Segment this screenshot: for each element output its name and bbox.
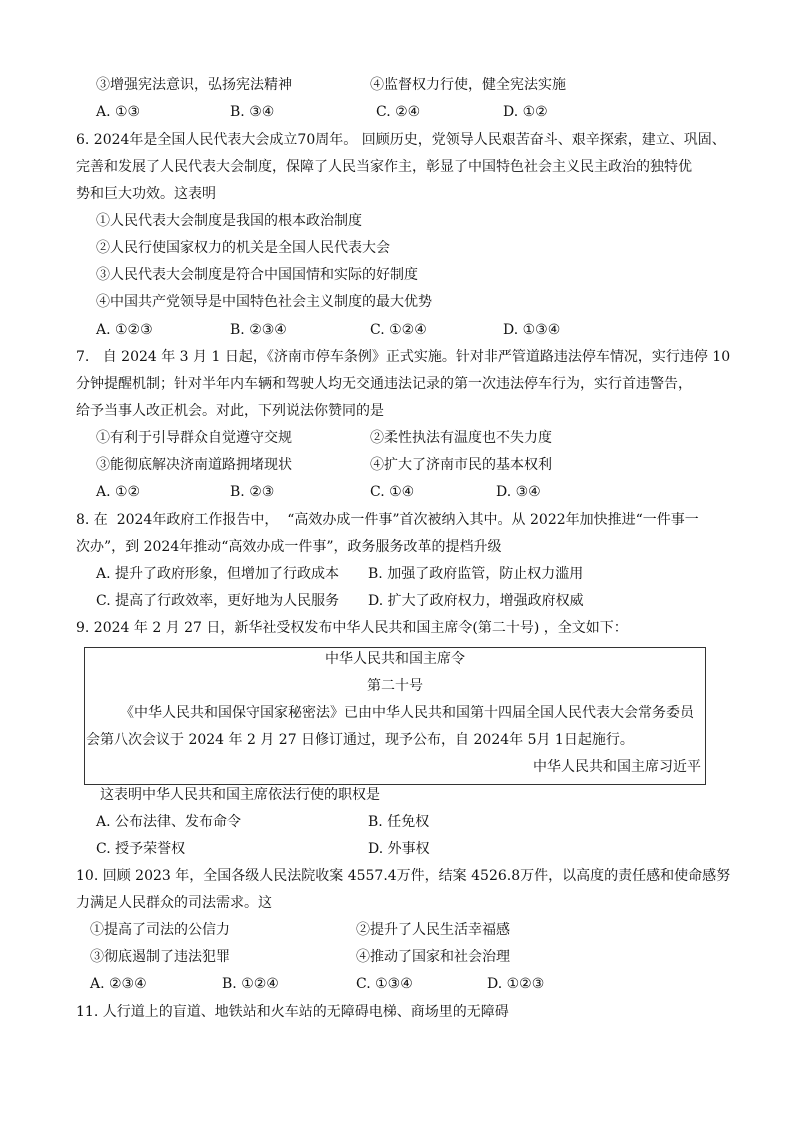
q10-choice-c: C. ①③④ xyxy=(356,976,413,992)
decree-title: 中华人民共和国主席令 xyxy=(325,651,465,667)
q7-choice-c: C. ①④ xyxy=(370,484,415,500)
q6-stem-line: 势和巨大功效。这表明 xyxy=(76,186,216,202)
q11-stem-line: 11. 人行道上的盲道、地铁站和火车站的无障碍电梯、商场里的无障碍 xyxy=(76,1004,509,1020)
q7-option-2: ②柔性执法有温度也不失力度 xyxy=(370,430,552,446)
q8-choice-b: B. 加强了政府监管，防止权力滥用 xyxy=(368,566,584,582)
q6-stem-line: 6. 2024年是全国人民代表大会成立70周年。 回顾历史，党领导人民艰苦奋斗、艰辛探索，建立、巩固、 xyxy=(76,132,726,148)
q8-choice-a: A. 提升了政府形象，但增加了行政成本 xyxy=(96,566,340,582)
q9-choice-c: C. 授予荣誉权 xyxy=(96,841,186,857)
q10-choice-a: A. ②③④ xyxy=(90,976,147,992)
q7-stem-line: 分钟提醒机制；针对半年内车辆和驾驶人均无交通违法记录的第一次违法停车行为，实行首违警告， xyxy=(76,376,692,392)
q5-choice-b: B. ③④ xyxy=(230,104,275,120)
q5-choice-c: C. ②④ xyxy=(376,104,421,120)
q7-choice-d: D. ③④ xyxy=(496,484,541,500)
decree-body-line: 会第八次会议于 2024 年 2 月 27 日修订通过，现予公布，自 2024年 5月 1日起施行。 xyxy=(86,732,634,748)
q6-choice-d: D. ①③④ xyxy=(503,322,561,338)
q5-choice-d: D. ①② xyxy=(503,104,548,120)
q6-choice-a: A. ①②③ xyxy=(96,322,153,338)
q9-choice-b: B. 任免权 xyxy=(368,814,430,830)
q8-choice-c: C. 提高了行政效率，更好地为人民服务 xyxy=(96,593,340,609)
decree-number: 第二十号 xyxy=(367,678,423,694)
q10-option-3: ③彻底遏制了违法犯罪 xyxy=(90,949,230,965)
decree-signature: 中华人民共和国主席习近平 xyxy=(533,759,701,775)
q7-choice-b: B. ②③ xyxy=(230,484,275,500)
q6-option-1: ①人民代表大会制度是我国的根本政治制度 xyxy=(96,213,362,229)
decree-box xyxy=(84,647,706,785)
q7-option-4: ④扩大了济南市民的基本权利 xyxy=(370,457,552,473)
q8-choice-d: D. 扩大了政府权力，增强政府权威 xyxy=(368,593,584,609)
q7-stem-line: 给予当事人改正机会。对此，下列说法你赞同的是 xyxy=(76,403,384,419)
q6-stem-line: 完善和发展了人民代表大会制度，保障了人民当家作主，彰显了中国特色社会主义民主政治的独特优 xyxy=(76,159,692,175)
q9-stem: 9. 2024 年 2 月 27 日，新华社受权发布中华人民共和国主席令(第二十号) ，全文如下： xyxy=(76,620,628,636)
q10-choice-d: D. ①②③ xyxy=(487,976,545,992)
q6-option-2: ②人民行使国家权力的机关是全国人民代表大会 xyxy=(96,240,390,256)
q10-option-4: ④推动了国家和社会治理 xyxy=(356,949,510,965)
q7-stem-line: 7. 自 2024 年 3 月 1 日起，《济南市停车条例》正式实施。针对非严管道路违法停车情况，实行违停 10 xyxy=(76,349,731,365)
q10-stem-line: 10. 回顾 2023 年，全国各级人民法院收案 4557.4万件，结案 4526.8万件，以高度的责任感和使命感努 xyxy=(76,868,731,884)
q9-question: 这表明中华人民共和国主席依法行使的职权是 xyxy=(100,787,380,803)
q8-stem-line: 8. 在 2024年政府工作报告中， “高效办成一件事”首次被纳入其中。从 2022年加快推进“一件事一 xyxy=(76,512,699,528)
q10-choice-b: B. ①②④ xyxy=(222,976,279,992)
q8-stem-line: 次办”，到 2024年推动“高效办成一件事”，政务服务改革的提档升级 xyxy=(76,539,502,555)
q10-option-1: ①提高了司法的公信力 xyxy=(90,922,230,938)
q9-choice-a: A. 公布法律、发布命令 xyxy=(96,814,242,830)
q7-choice-a: A. ①② xyxy=(96,484,141,500)
q5-choice-a: A. ①③ xyxy=(96,104,141,120)
q7-option-1: ①有利于引导群众自觉遵守交规 xyxy=(96,430,292,446)
q7-option-3: ③能彻底解决济南道路拥堵现状 xyxy=(96,457,292,473)
decree-body-line: 《中华人民共和国保守国家秘密法》已由中华人民共和国第十四届全国人民代表大会常务委员 xyxy=(120,705,694,721)
q5-option-4: ④监督权力行使，健全宪法实施 xyxy=(370,77,566,93)
q10-option-2: ②提升了人民生活幸福感 xyxy=(356,922,510,938)
q9-choice-d: D. 外事权 xyxy=(368,841,430,857)
q5-option-3: ③增强宪法意识，弘扬宪法精神 xyxy=(96,77,292,93)
q6-choice-c: C. ①②④ xyxy=(370,322,427,338)
q6-choice-b: B. ②③④ xyxy=(230,322,287,338)
q6-option-3: ③人民代表大会制度是符合中国国情和实际的好制度 xyxy=(96,267,418,283)
q6-option-4: ④中国共产党领导是中国特色社会主义制度的最大优势 xyxy=(96,294,432,310)
q10-stem-line: 力满足人民群众的司法需求。这 xyxy=(76,895,272,911)
